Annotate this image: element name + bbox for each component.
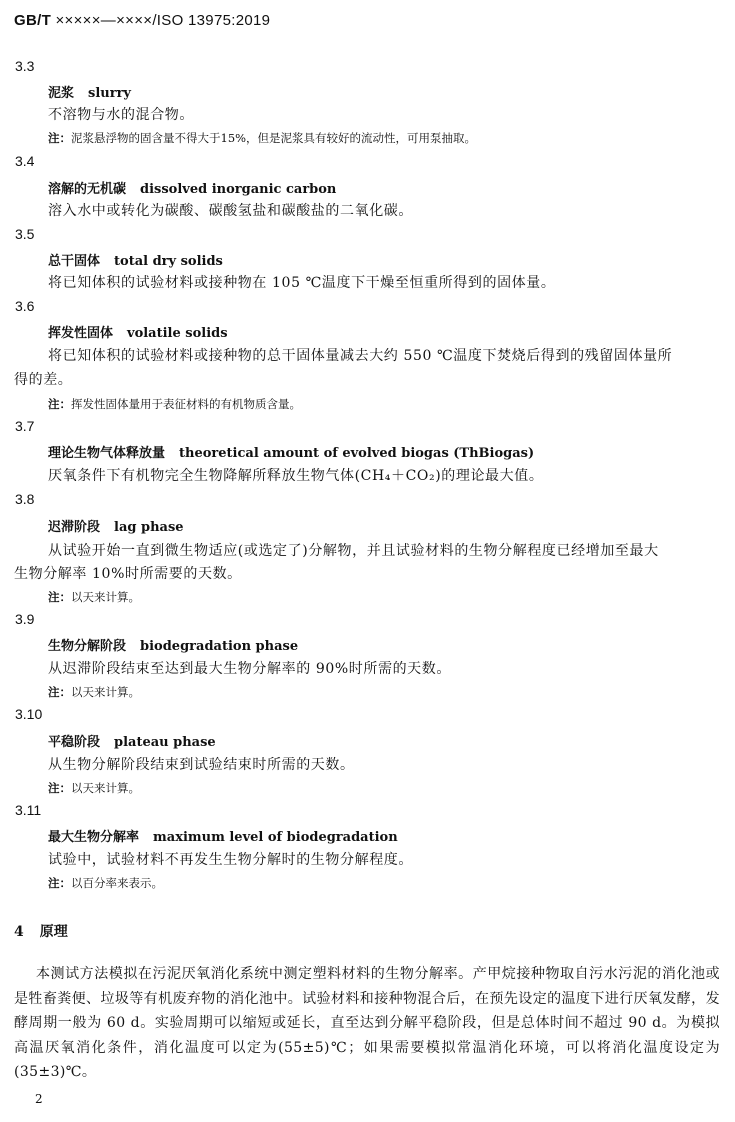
note-text: 挥发性固体量用于表征材料的有机物质含量。 <box>71 397 301 411</box>
term-en: slurry <box>88 86 131 101</box>
term-note <box>48 684 140 700</box>
term-heading <box>48 442 534 461</box>
term-en: biodegradation phase <box>140 639 299 654</box>
term-definition: 从迟滞阶段结束至达到最大生物分解率的 90%时所需的天数。 <box>48 661 451 677</box>
term-note <box>48 396 301 412</box>
term-note <box>48 875 163 891</box>
term-note <box>48 780 140 796</box>
term-definition: 从试验开始一直到微生物适应(或选定了)分解物，并且试验材料的生物分解程度已经增加至最大 <box>48 543 659 559</box>
term-heading <box>48 250 223 269</box>
term-definition-continued: 生物分解率 10%时所需要的天数。 <box>14 566 242 582</box>
term-definition: 厌氧条件下有机物完全生物降解所释放生物气体(CH₄＋CO₂)的理论最大值。 <box>48 468 544 484</box>
section-title: 原理 <box>39 924 68 940</box>
term-number: 3.6 <box>15 298 35 314</box>
term-en: dissolved inorganic carbon <box>140 182 337 197</box>
note-text: 以天来计算。 <box>71 685 140 699</box>
term-number: 3.7 <box>15 418 35 434</box>
term-en: volatile solids <box>127 326 228 341</box>
term-heading <box>48 635 298 654</box>
section-number: 4 <box>14 924 24 940</box>
term-zh: 挥发性固体 <box>48 326 114 341</box>
term-definition: 将已知体积的试验材料或接种物的总干固体量减去大约 550 ℃温度下焚烧后得到的残留固体量所 <box>48 348 673 364</box>
term-en: theoretical amount of evolved biogas (ThBiogas) <box>179 446 535 461</box>
term-definition: 将已知体积的试验材料或接种物在 105 ℃温度下干燥至恒重所得到的固体量。 <box>48 275 556 291</box>
term-zh: 平稳阶段 <box>48 735 101 750</box>
term-definition: 从生物分解阶段结束到试验结束时所需的天数。 <box>48 757 355 773</box>
term-en: total dry solids <box>114 254 223 269</box>
note-label: 注： <box>48 876 71 890</box>
term-zh: 最大生物分解率 <box>48 830 140 845</box>
term-number: 3.9 <box>15 611 35 627</box>
term-number: 3.11 <box>15 802 42 818</box>
term-zh: 生物分解阶段 <box>48 639 127 654</box>
term-number: 3.3 <box>15 58 35 74</box>
standard-code: GB/T <box>14 12 52 29</box>
term-zh: 理论生物气体释放量 <box>48 446 166 461</box>
document-header <box>14 12 270 29</box>
note-label: 注： <box>48 131 71 145</box>
note-label: 注： <box>48 397 71 411</box>
term-definition-continued: 得的差。 <box>14 372 73 388</box>
term-definition: 试验中，试验材料不再发生生物分解时的生物分解程度。 <box>48 852 413 868</box>
term-number: 3.10 <box>15 706 43 722</box>
note-label: 注： <box>48 781 71 795</box>
section-paragraph: 本测试方法模拟在污泥厌氧消化系统中测定塑料材料的生物分解率。产甲烷接种物取自污水污泥的消化池或是牲畜粪便、垃圾等有机废弃物的消化池中。试验材料和接种物混合后，在预先设定的温度下进行厌氧发酵，发酵周期一般为 60 d。实验周期可以缩短或延长，直至达到分解平稳阶段，但是总体时间不超过 90 d。为模拟高温厌氧消化条件，消化温度可以定为(55±5)℃；如果需要模拟常温消化环境，可以将消化温度设定为(35±3)℃。 <box>14 966 720 1081</box>
term-en: maximum level of biodegradation <box>153 830 398 845</box>
note-text: 泥浆悬浮物的固含量不得大于15%，但是泥浆具有较好的流动性，可用泵抽取。 <box>71 131 477 145</box>
note-text: 以天来计算。 <box>71 590 140 604</box>
standard-number: ×××××—××××/ISO 13975:2019 <box>55 12 271 29</box>
term-note <box>48 130 476 146</box>
term-heading <box>48 731 216 750</box>
term-en: plateau phase <box>114 735 216 750</box>
term-heading <box>48 178 336 197</box>
term-definition: 不溶物与水的混合物。 <box>48 107 194 123</box>
term-number: 3.4 <box>15 153 35 169</box>
note-text: 以天来计算。 <box>71 781 140 795</box>
term-heading <box>48 516 184 535</box>
note-text: 以百分率来表示。 <box>71 876 163 890</box>
term-number: 3.5 <box>15 226 35 242</box>
term-heading <box>48 826 398 845</box>
term-note <box>48 589 140 605</box>
term-definition: 溶入水中或转化为碳酸、碳酸氢盐和碳酸盐的二氧化碳。 <box>48 203 413 219</box>
term-heading <box>48 322 228 341</box>
term-zh: 泥浆 <box>48 86 75 101</box>
term-zh: 迟滞阶段 <box>48 520 101 535</box>
section-heading <box>14 921 68 941</box>
term-heading <box>48 82 131 101</box>
term-zh: 溶解的无机碳 <box>48 182 127 197</box>
term-number: 3.8 <box>15 491 35 507</box>
term-en: lag phase <box>114 520 184 535</box>
page-number: 2 <box>35 1092 43 1106</box>
note-label: 注： <box>48 590 71 604</box>
term-zh: 总干固体 <box>48 254 101 269</box>
note-label: 注： <box>48 685 71 699</box>
